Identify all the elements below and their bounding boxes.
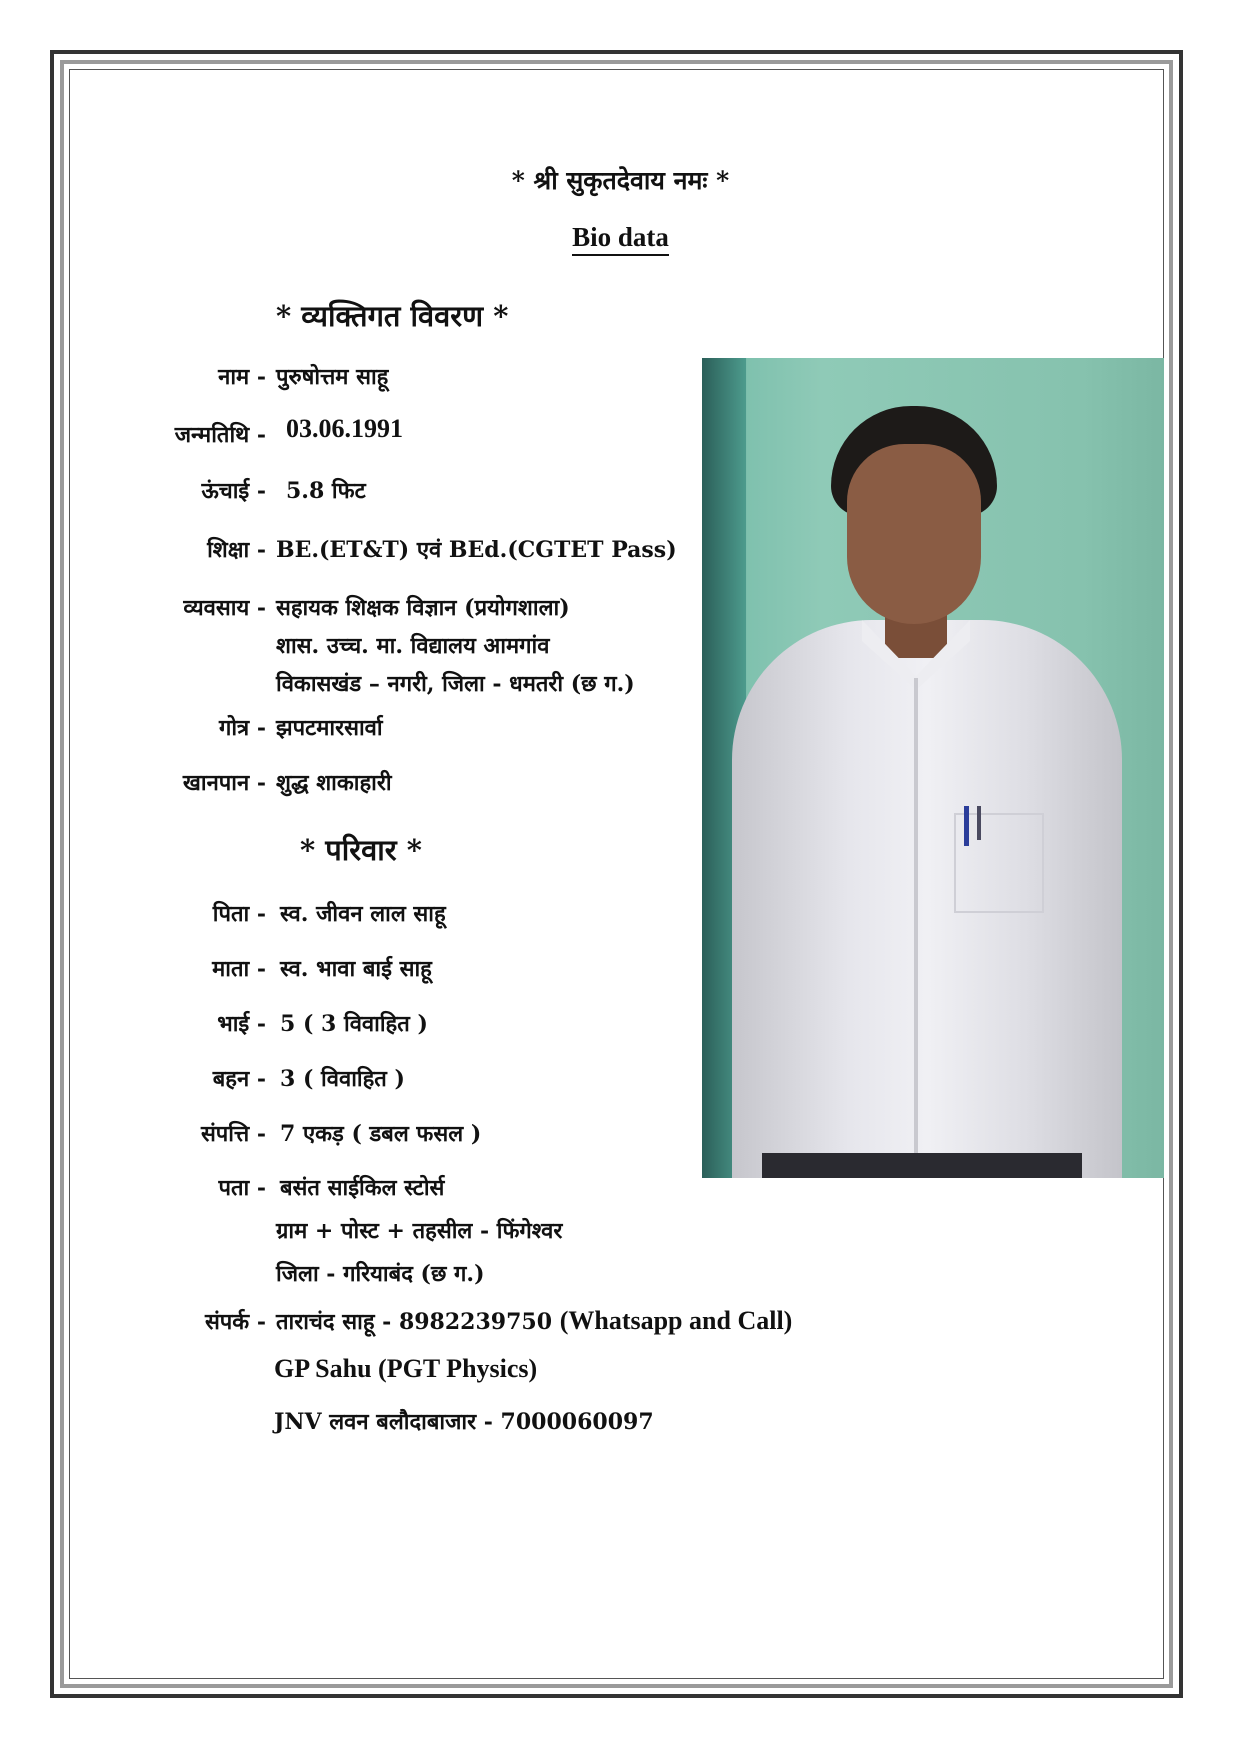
field-label-contact: संपर्क - <box>204 1309 266 1335</box>
field-value-occupation-line2: शास. उच्च. मा. विद्यालय आमगांव <box>276 633 550 659</box>
field-value-address-line3: जिला - गरियाबंद (छ ग.) <box>276 1261 485 1287</box>
photo-shirt <box>732 620 1122 1178</box>
field-value-address-line2: ग्राम + पोस्ट + तहसील - फिंगेश्वर <box>276 1218 563 1244</box>
contact-line-1 <box>276 1306 792 1336</box>
field-label-address: पता - <box>218 1175 266 1201</box>
portrait-photo <box>702 358 1164 1178</box>
invocation-line: * श्री सुकृतदेवाय नमः * <box>511 166 730 195</box>
contact-line-1-name: ताराचंद साहू - 8982239750 <box>276 1309 553 1335</box>
field-label-diet: खानपान - <box>182 770 266 796</box>
field-label-name: नाम - <box>218 364 266 390</box>
field-value-mother: स्व. भावा बाई साहू <box>280 956 432 982</box>
field-label-occupation: व्यवसाय - <box>183 595 266 621</box>
document-title <box>0 222 1241 253</box>
field-value-diet: शुद्ध शाकाहारी <box>276 770 392 796</box>
field-value-address-line1: बसंत साईकिल स्टोर्स <box>280 1175 445 1201</box>
field-value-brothers: 5 ( 3 विवाहित ) <box>280 1011 428 1037</box>
field-label-education: शिक्षा - <box>207 537 266 563</box>
field-value-father: स्व. जीवन लाल साहू <box>280 901 446 927</box>
field-label-father: पिता - <box>212 901 266 927</box>
field-value-gotra: झपटमारसार्वा <box>276 715 383 741</box>
field-value-property: 7 एकड़ ( डबल फसल ) <box>280 1121 482 1147</box>
field-label-gotra: गोत्र - <box>218 715 266 741</box>
field-value-occupation-line1: सहायक शिक्षक विज्ञान (प्रयोगशाला) <box>276 595 570 621</box>
photo-pen <box>964 806 969 846</box>
contact-line-2: GP Sahu (PGT Physics) <box>274 1354 538 1383</box>
field-value-education: BE.(ET&T) एवं BEd.(CGTET Pass) <box>276 537 677 563</box>
field-value-dob: 03.06.1991 <box>286 414 403 443</box>
field-value-occupation-line3: विकासखंड – नगरी, जिला - धमतरी (छ ग.) <box>276 671 635 697</box>
contact-line-1-suffix: (Whatsapp and Call) <box>559 1306 793 1335</box>
family-section-heading: * परिवार * <box>300 833 422 867</box>
photo-pen-2 <box>977 806 981 840</box>
document-title-text: Bio data <box>572 222 669 256</box>
photo-face <box>847 444 981 624</box>
contact-line-3: JNV लवन बलौदाबाजार - 7000060097 <box>274 1409 654 1435</box>
field-label-sisters: बहन - <box>212 1066 266 1092</box>
field-value-height: 5.8 फिट <box>286 478 366 504</box>
field-label-height: ऊंचाई - <box>201 478 266 504</box>
field-label-brothers: भाई - <box>217 1011 266 1037</box>
photo-placket <box>914 678 918 1178</box>
field-label-property: संपत्ति - <box>200 1121 266 1147</box>
field-value-sisters: 3 ( विवाहित ) <box>280 1066 405 1092</box>
personal-section-heading: * व्यक्तिगत विवरण * <box>276 299 509 333</box>
photo-belt <box>762 1153 1082 1178</box>
field-value-name: पुरुषोत्तम साहू <box>276 364 389 390</box>
field-label-mother: माता - <box>212 956 266 982</box>
field-label-dob: जन्मतिथि - <box>174 422 266 448</box>
